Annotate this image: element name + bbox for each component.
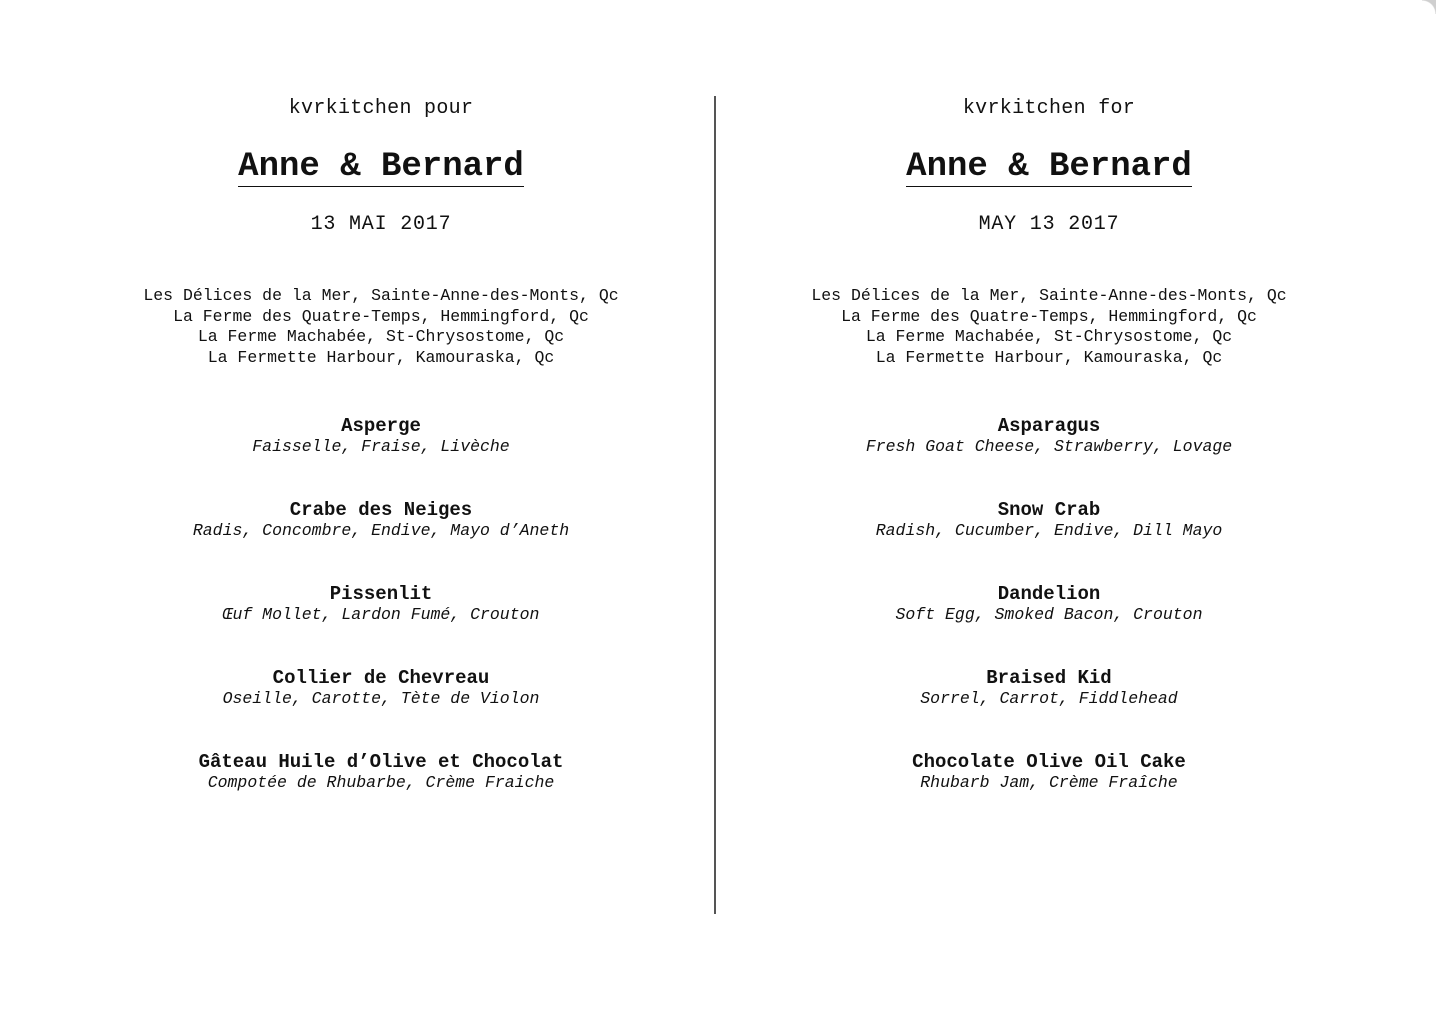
course-title: Asparagus bbox=[997, 415, 1101, 437]
farm-item: Les Délices de la Mer, Sainte-Anne-des-Monts, Qc bbox=[143, 286, 619, 305]
guest-names-text: Anne & Bernard bbox=[906, 148, 1192, 186]
course-title: Asperge bbox=[341, 415, 421, 437]
course-item bbox=[719, 751, 1379, 793]
course-item bbox=[719, 499, 1379, 541]
course-description: Radis, Concombre, Endive, Mayo d’Aneth bbox=[192, 521, 570, 540]
course-title: Dandelion bbox=[997, 583, 1101, 605]
course-description: Rhubarb Jam, Crème Fraîche bbox=[920, 773, 1178, 792]
farm-item: La Fermette Harbour, Kamouraska, Qc bbox=[207, 347, 555, 367]
course-item bbox=[719, 667, 1379, 709]
column-divider bbox=[714, 96, 716, 914]
page-corner bbox=[1422, 0, 1436, 14]
brand-line: kvrkitchen pour bbox=[288, 97, 474, 120]
guest-names bbox=[719, 146, 1379, 188]
course-item bbox=[51, 583, 711, 625]
course-title: Pissenlit bbox=[329, 583, 433, 605]
course-item bbox=[51, 751, 711, 793]
farm-item: La Ferme des Quatre-Temps, Hemmingford, Qc bbox=[173, 306, 589, 326]
course-item bbox=[51, 415, 711, 457]
farm-item: La Ferme Machabée, St-Chrysostome, Qc bbox=[197, 327, 565, 346]
farm-item: La Ferme des Quatre-Temps, Hemmingford, Qc bbox=[841, 306, 1257, 326]
course-description: Œuf Mollet, Lardon Fumé, Crouton bbox=[222, 605, 540, 624]
farm-list bbox=[719, 286, 1379, 368]
course-description: Faisselle, Fraise, Livèche bbox=[252, 437, 510, 456]
farm-list bbox=[51, 286, 711, 368]
course-item bbox=[51, 667, 711, 709]
guest-names bbox=[51, 146, 711, 188]
guest-names-text: Anne & Bernard bbox=[238, 148, 524, 186]
menu-date: MAY 13 2017 bbox=[978, 213, 1120, 236]
farm-item: La Fermette Harbour, Kamouraska, Qc bbox=[875, 347, 1223, 367]
course-item bbox=[719, 415, 1379, 457]
course-description: Sorrel, Carrot, Fiddlehead bbox=[920, 689, 1178, 708]
course-item bbox=[719, 583, 1379, 625]
brand-line: kvrkitchen for bbox=[962, 97, 1136, 120]
course-title: Braised Kid bbox=[986, 667, 1112, 689]
course-title: Crabe des Neiges bbox=[289, 499, 473, 521]
course-description: Oseille, Carotte, Tète de Violon bbox=[222, 689, 540, 708]
course-title: Snow Crab bbox=[997, 499, 1101, 521]
course-description: Fresh Goat Cheese, Strawberry, Lovage bbox=[865, 437, 1233, 456]
farm-item: La Ferme Machabée, St-Chrysostome, Qc bbox=[865, 327, 1233, 346]
course-title: Collier de Chevreau bbox=[272, 667, 490, 689]
course-item bbox=[51, 499, 711, 541]
farm-item: Les Délices de la Mer, Sainte-Anne-des-Monts, Qc bbox=[811, 286, 1287, 305]
course-title: Gâteau Huile d’Olive et Chocolat bbox=[198, 751, 564, 773]
course-description: Compotée de Rhubarbe, Crème Fraiche bbox=[207, 773, 555, 792]
menu-date: 13 MAI 2017 bbox=[310, 213, 452, 236]
course-description: Radish, Cucumber, Endive, Dill Mayo bbox=[875, 521, 1223, 540]
course-description: Soft Egg, Smoked Bacon, Crouton bbox=[895, 605, 1203, 624]
course-title: Chocolate Olive Oil Cake bbox=[912, 751, 1186, 773]
